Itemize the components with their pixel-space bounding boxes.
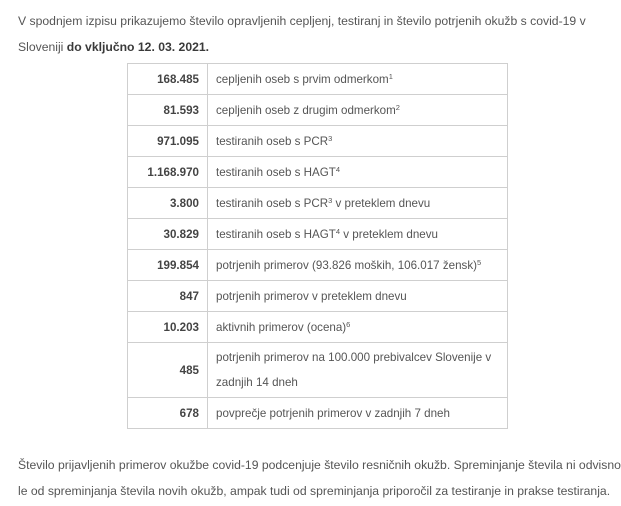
row-label: cepljenih oseb s prvim odmerkom$^1$ (208, 64, 508, 95)
table-row (128, 281, 508, 312)
row-label: cepljenih oseb z drugim odmerkom$^2$ (208, 95, 508, 126)
table-row (128, 95, 508, 126)
table-row (128, 188, 508, 219)
table-row (128, 126, 508, 157)
row-label: potrjenih primerov na 100.000 prebivalcev Slovenije v zadnjih 14 dneh (208, 343, 508, 398)
table-row (128, 250, 508, 281)
row-value: 168.485 (128, 64, 208, 95)
intro-paragraph (18, 8, 618, 60)
row-value: 30.829 (128, 219, 208, 250)
statistics-table (127, 63, 508, 429)
table-row (128, 157, 508, 188)
intro-date: do vključno 12. 03. 2021. (66, 40, 210, 54)
row-value: 81.593 (128, 95, 208, 126)
row-label: potrjenih primerov (93.826 moških, 106.017 žensk)$^5$ (208, 250, 508, 281)
row-label: aktivnih primerov (ocena)$^6$ (208, 312, 508, 343)
table-row (128, 343, 508, 398)
row-label: testiranih oseb s HAGT$^4$ v preteklem dnevu (208, 219, 508, 250)
row-value: 3.800 (128, 188, 208, 219)
row-value: 847 (128, 281, 208, 312)
row-value: 971.095 (128, 126, 208, 157)
table-row (128, 398, 508, 429)
row-label: testiranih oseb s HAGT$^4$ (208, 157, 508, 188)
table-row (128, 219, 508, 250)
table-row (128, 312, 508, 343)
row-label: potrjenih primerov v preteklem dnevu (208, 281, 508, 312)
table-row (128, 64, 508, 95)
outro-paragraph: Število prijavljenih primerov okužbe covid-19 podcenjuje število resničnih okužb. Spreminjanje števila ni odvisno le od spreminjanja števila novih okužb, ampak tudi od spreminjanja priporočil za testiranje in prakse testiranja. (18, 458, 621, 498)
row-label: testiranih oseb s PCR$^3$ (208, 126, 508, 157)
row-value: 199.854 (128, 250, 208, 281)
row-value: 10.203 (128, 312, 208, 343)
row-value: 1.168.970 (128, 157, 208, 188)
row-value: 485 (128, 343, 208, 398)
row-label: povprečje potrjenih primerov v zadnjih 7 dneh (208, 398, 508, 429)
row-value: 678 (128, 398, 208, 429)
row-label: testiranih oseb s PCR$^3$ v preteklem dnevu (208, 188, 508, 219)
intro-text: V spodnjem izpisu prikazujemo število opravljenih cepljenj, testiranj in število potrjenih okužb s covid-19 v Sloveniji (18, 14, 586, 54)
